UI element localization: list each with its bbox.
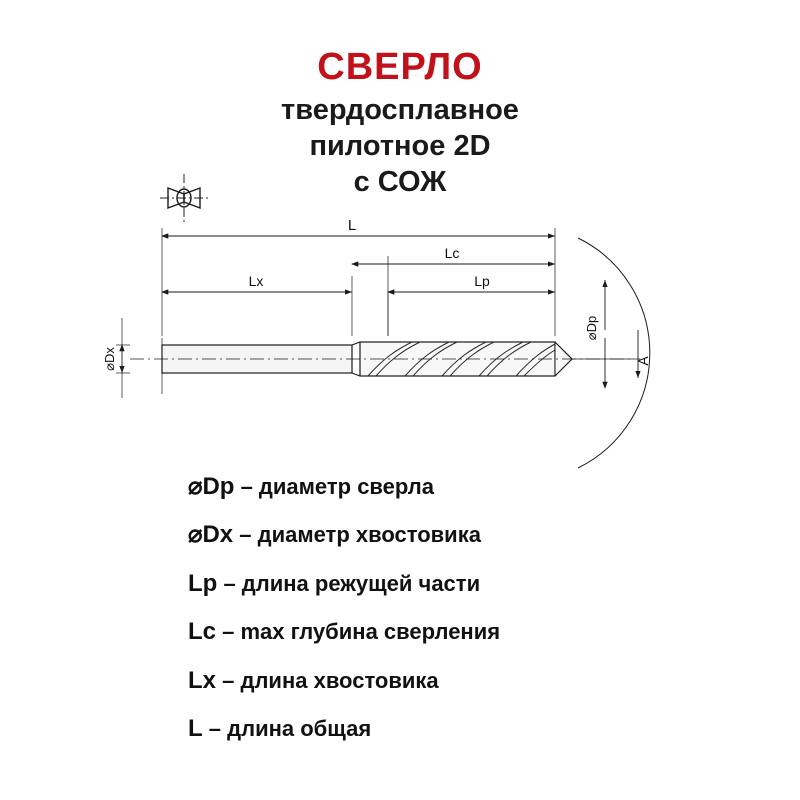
legend-item-lp (0, 560, 800, 608)
legend-symbol-lp: Lp (188, 569, 218, 597)
dimension-label-Dx: ⌀Dx (102, 347, 117, 371)
subtitle-line-1: твердосплавное (281, 93, 519, 126)
legend-item-dp (0, 463, 800, 511)
legend-text-dp: – диаметр сверла (240, 474, 435, 499)
dimension-label-A: A (635, 356, 651, 366)
dimension-label-Lc: Lc (444, 245, 460, 261)
subtitle-line-3: с СОЖ (353, 166, 447, 199)
drill-technical-drawing (100, 218, 700, 478)
legend-text-lc: – max глубина сверления (222, 619, 501, 645)
legend-item-dx (0, 511, 800, 559)
dimension-label-L: L (347, 218, 357, 234)
dimension-label-Lp: Lp (474, 273, 490, 289)
legend-symbol-lc: Lc (188, 618, 217, 646)
legend-text-dx: – диаметр хвостовика (239, 522, 481, 548)
dimension-label-Lx: Lx (248, 273, 264, 289)
dimension-label-Dp: ⌀Dp (584, 315, 599, 341)
subtitle-line-2: пилотное 2D (309, 130, 491, 163)
legend-text-l: – длина общая (208, 715, 372, 741)
legend-text-lp: – длина режущей части (223, 570, 481, 596)
legend-symbol-l: L (188, 714, 203, 742)
title-block (0, 48, 800, 201)
projection-symbol-icon (158, 172, 210, 224)
legend-symbol-lx: Lx (188, 666, 217, 694)
legend-item-lx (0, 657, 800, 705)
legend-list (0, 463, 800, 753)
legend-symbol-dx: ⌀Dx (188, 521, 234, 549)
page-title: СВЕРЛО (317, 46, 483, 88)
legend-item-l (0, 705, 800, 753)
legend-symbol-dp: ⌀Dp (188, 473, 235, 500)
legend-item-lc (0, 608, 800, 656)
legend-text-lx: – длина хвостовика (222, 667, 439, 693)
